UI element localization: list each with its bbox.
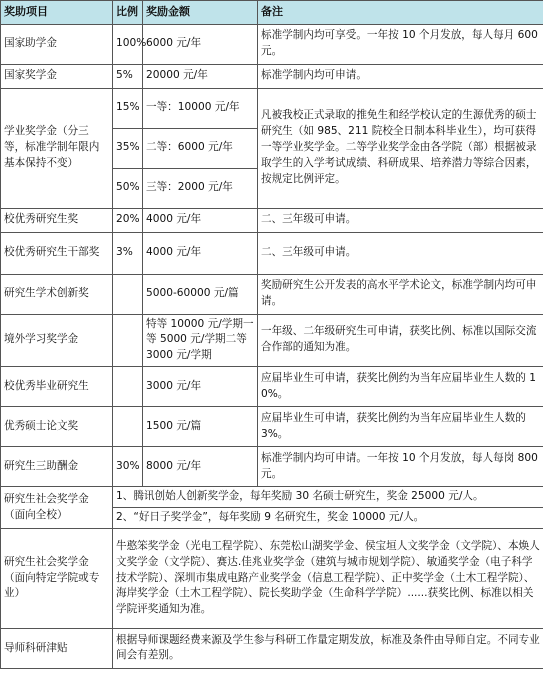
ratio-cell xyxy=(113,314,143,367)
project-cell: 校优秀研究生干部奖 xyxy=(1,232,113,274)
ratio-cell xyxy=(113,367,143,407)
ratio-cell xyxy=(113,274,143,314)
ratio-cell: 5% xyxy=(113,64,143,88)
table-row xyxy=(1,314,543,367)
ratio-cell xyxy=(113,407,143,447)
project-cell: 导师科研津贴 xyxy=(1,628,113,668)
amount-cell: 一等：10000 元/年 xyxy=(143,88,258,128)
project-cell: 研究生三助酬金 xyxy=(1,447,113,487)
ratio-cell: 50% xyxy=(113,168,143,208)
note-cell: 二、三年级可申请。 xyxy=(258,208,543,232)
table-row xyxy=(1,208,543,232)
project-cell: 研究生社会奖学金（面向全校） xyxy=(1,487,113,529)
amount-cell: 5000-60000 元/篇 xyxy=(143,274,258,314)
project-cell: 优秀硕士论文奖 xyxy=(1,407,113,447)
table-row xyxy=(1,232,543,274)
ratio-cell: 35% xyxy=(113,128,143,168)
ratio-cell: 30% xyxy=(113,447,143,487)
amount-cell: 二等：6000 元/年 xyxy=(143,128,258,168)
note-cell: 应届毕业生可申请，获奖比例约为当年应届毕业生人数的 3%。 xyxy=(258,407,543,447)
note-cell: 凡被我校正式录取的推免生和经学校认定的生源优秀的硕士研究生（如 985、211 院校全日制本科毕业生），均可获得一等学业奖学金。二等学业奖学金由各学院（部）根据被录取学生的入学考试成绩、科研成果、培养潜力等综合因素，按规定比例评定。 xyxy=(258,88,543,208)
amount-cell: 三等：2000 元/年 xyxy=(143,168,258,208)
note-cell: 标准学制内均可申请。 xyxy=(258,64,543,88)
header-note: 备注 xyxy=(258,1,543,25)
table-row xyxy=(1,88,543,128)
ratio-cell: 15% xyxy=(113,88,143,128)
note-cell: 2、“好日子奖学金”，每年奖励 9 名研究生，奖金 10000 元/人。 xyxy=(113,508,543,529)
project-cell: 研究生社会奖学金（面向特定学院或专业） xyxy=(1,528,113,628)
table-row xyxy=(1,24,543,64)
table-row xyxy=(1,64,543,88)
ratio-cell: 3% xyxy=(113,232,143,274)
note-cell: 二、三年级可申请。 xyxy=(258,232,543,274)
note-cell: 一年级、二年级研究生可申请，获奖比例、标准以国际交流合作部的通知为准。 xyxy=(258,314,543,367)
project-cell: 校优秀毕业研究生 xyxy=(1,367,113,407)
project-cell: 学业奖学金（分三等，标准学制年限内基本保持不变） xyxy=(1,88,113,208)
header-ratio: 比例 xyxy=(113,1,143,25)
amount-cell: 特等 10000 元/学期一等 5000 元/学期二等 3000 元/学期 xyxy=(143,314,258,367)
table-row xyxy=(1,274,543,314)
table-row xyxy=(1,407,543,447)
amount-cell: 8000 元/年 xyxy=(143,447,258,487)
note-cell: 奖励研究生公开发表的高水平学术论文，标准学制内均可申请。 xyxy=(258,274,543,314)
table-row xyxy=(1,447,543,487)
header-row xyxy=(1,1,543,25)
table-row xyxy=(1,528,543,628)
project-cell: 国家奖学金 xyxy=(1,64,113,88)
header-project: 奖助项目 xyxy=(1,1,113,25)
amount-cell: 4000 元/年 xyxy=(143,208,258,232)
ratio-cell: 100% xyxy=(113,24,143,64)
amount-cell: 20000 元/年 xyxy=(143,64,258,88)
project-cell: 研究生学术创新奖 xyxy=(1,274,113,314)
table-row xyxy=(1,487,543,508)
header-amount: 奖励金额 xyxy=(143,1,258,25)
ratio-cell: 20% xyxy=(113,208,143,232)
note-cell: 应届毕业生可申请，获奖比例约为当年应届毕业生人数的 10%。 xyxy=(258,367,543,407)
project-cell: 校优秀研究生奖 xyxy=(1,208,113,232)
amount-cell: 1500 元/篇 xyxy=(143,407,258,447)
amount-cell: 3000 元/年 xyxy=(143,367,258,407)
table-row xyxy=(1,628,543,668)
note-cell: 根据导师课题经费来源及学生参与科研工作量定期发放，标准及条件由导师自定。不同专业间会有差别。 xyxy=(113,628,543,668)
project-cell: 国家助学金 xyxy=(1,24,113,64)
amount-cell: 4000 元/年 xyxy=(143,232,258,274)
note-cell: 牛憨笨奖学金（光电工程学院）、东莞松山湖奖学金、侯宝垣人文奖学金（文学院）、本焕人文奖学金（文学院）、赛达.佳兆业奖学金（建筑与城市规划学院）、敏通奖学金（电子科学技术学院）、深圳市集成电路产业奖学金（信息工程学院）、正中奖学金（土木工程学院）、海岸奖学金（土木工程学院）、院长奖助学金（生命科学学院）......获奖比例、标准以相关学院评奖通知为准。 xyxy=(113,528,543,628)
note-cell: 标准学制内均可享受。一年按 10 个月发放，每人每月 600 元。 xyxy=(258,24,543,64)
note-cell: 标准学制内均可申请。一年按 10 个月发放，每人每岗 800 元。 xyxy=(258,447,543,487)
amount-cell: 6000 元/年 xyxy=(143,24,258,64)
table-row xyxy=(1,367,543,407)
note-cell: 1、腾讯创始人创新奖学金，每年奖励 30 名硕士研究生，奖金 25000 元/人。 xyxy=(113,487,543,508)
project-cell: 境外学习奖学金 xyxy=(1,314,113,367)
